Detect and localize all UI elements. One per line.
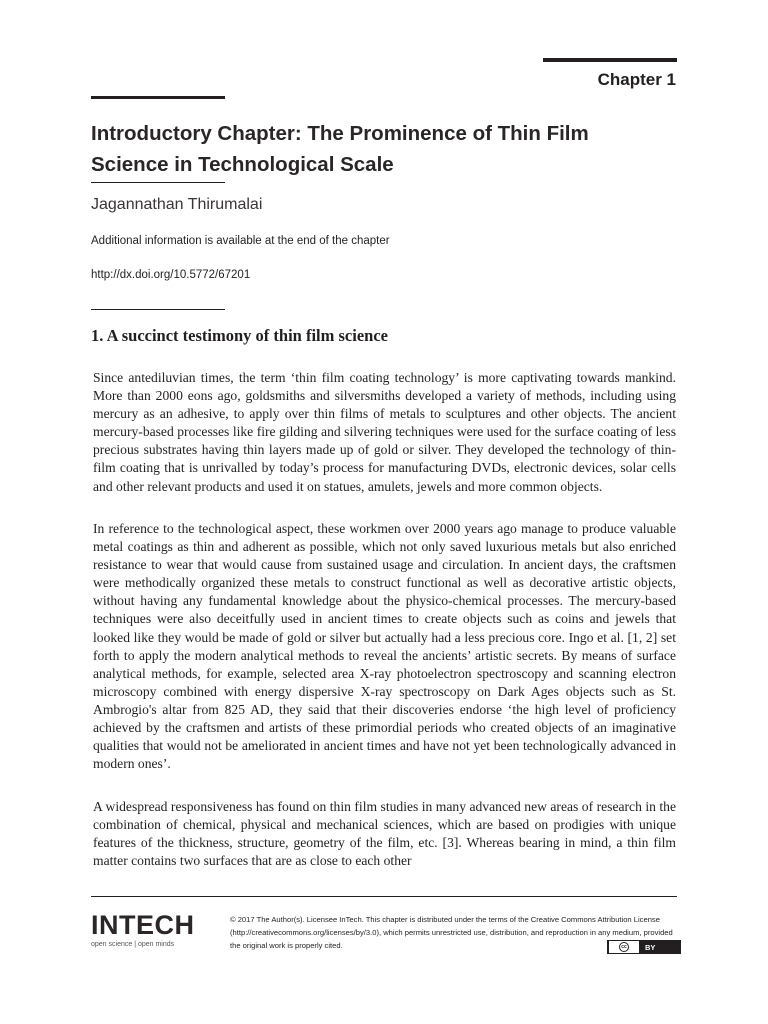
intech-tagline: open science | open minds [91,941,175,948]
chapter-title-line-1: Introductory Chapter: The Prominence of Thin Film [91,122,589,145]
section-heading: 1. A succinct testimony of thin film science [91,326,388,345]
cc-circle-icon: cc [619,942,629,952]
intech-logo: INTECH [91,910,195,940]
chapter-label: Chapter 1 [597,70,676,89]
cc-by-label: BY [645,942,656,952]
chapter-title [91,118,691,180]
cc-icon [609,941,639,953]
chapter-title-line-2: Science in Technological Scale [91,153,394,176]
additional-info: Additional information is available at the end of the chapter [91,235,390,247]
header-rule-left [91,96,225,99]
doi-link[interactable]: http://dx.doi.org/10.5772/67201 [91,269,251,281]
body-paragraph-2: In reference to the technological aspect, these workmen over 2000 years ago manage to produce valuable metal coatings as thin and adherent as possible, which not only saved luxurious metals but also enriched resistance to wear that would cause from sustained usage and circulation. In ancient days, the craftsmen were methodically organized these metals to construct functional as well as decorative artistic objects, without having any fundamental knowledge about the physico-chemical processes. The mercury-based techniques were also deceitfully used in ancient times to create objects such as coins and jewels that looked like they would be made of gold or silver but actually had a less precious core. Ingo et al. [1, 2] set forth to apply the modern analytical methods to reveal the ancients’ artistic secrets. By means of surface analytical methods, for example, selected area X-ray photoelectron spectroscopy and scanning electron microscopy combined with energy dispersive X-ray spectroscopy on Dark Ages objects such as St. Ambrogio's altar from 825 AD, they said that their discoveries endorse ‘the high level of proficiency achieved by the craftsmen and artists of these primordial periods who created objects of an imaginative qualities that would not be ameliorated in ancient times and have not yet been technologically advanced in modern ones’. [93,521,676,772]
author-name: Jagannathan Thirumalai [91,196,263,213]
footer-rule [91,896,677,897]
body-paragraph-3: A widespread responsiveness has found on thin film studies in many advanced new areas of research in the combination of chemical, physical and mechanical sciences, which are based on prodigies with unique features of the thickness, structure, geometry of the film, etc. [3]. Whereas bearing in mind, a thin film matter contains two surfaces that are as close to each other [93,799,676,869]
title-underline [91,182,225,183]
license-text: © 2017 The Author(s). Licensee InTech. This chapter is distributed under the terms of the Creative Commons Attribution License (http://creativecommons.org/licenses/by/3.0), which permits unrestricted use, distribution, and reproduction in any medium, provided the original work is properly cited. [230,915,673,950]
cc-by-badge[interactable] [607,940,681,954]
doi-underline [91,309,225,310]
header-rule-right [543,58,677,62]
body-paragraph-1: Since antediluvian times, the term ‘thin film coating technology’ is more captivating towards mankind. More than 2000 eons ago, goldsmiths and silversmiths developed a variety of methods, including using mercury as an adhesive, to apply over thin films of metals to sculptures and other objects. The ancient mercury-based processes like fire gilding and silvering techniques were used for the surface coating of less precious substrates having thin layers made up of gold or silver. They developed the technology of thin-film coating that is unrivalled by today’s process for manufacturing DVDs, electronic devices, solar cells and other relevant products and used it on statues, amulets, jewels and more common objects. [93,370,676,494]
